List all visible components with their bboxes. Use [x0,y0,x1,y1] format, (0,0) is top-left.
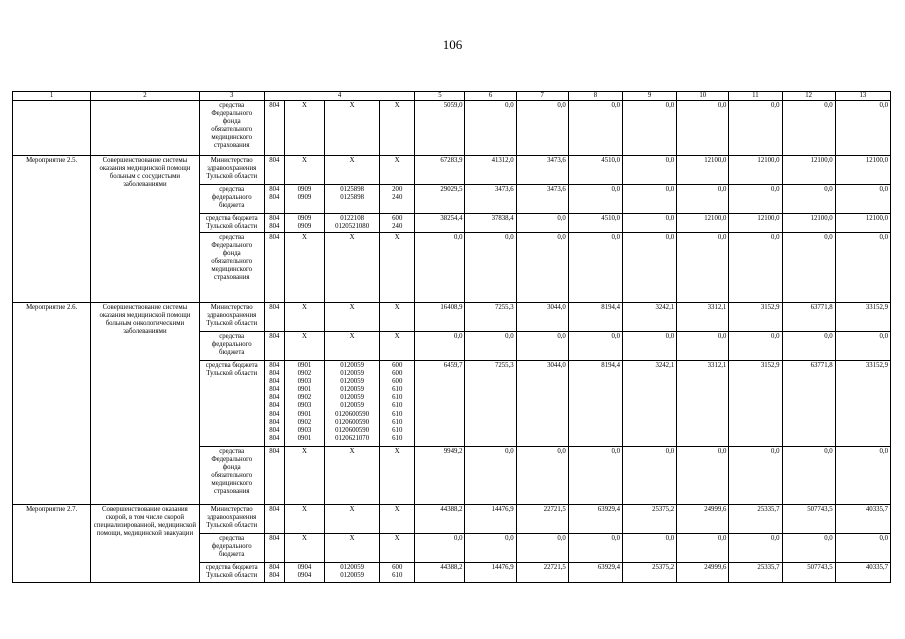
amount-cell: 3473,6 [516,185,568,214]
amount-cell: 63771,8 [782,361,835,447]
section-code-cell: 0909 0909 [284,214,324,233]
amount-cell: 0,0 [623,185,677,214]
grbs-code-cell: 804 [264,534,284,563]
amount-cell: 33152,9 [835,361,890,447]
amount-cell: 0,0 [568,101,622,156]
funding-source-cell: средства федерального бюджета [199,534,264,563]
header-cell: 10 [677,92,729,101]
amount-cell: 12100,0 [835,156,890,185]
event-number-cell: Мероприятие 2.6. [13,303,91,505]
amount-cell: 3473,6 [516,156,568,185]
amount-cell: 0,0 [623,214,677,233]
amount-cell: 6459,7 [415,361,465,447]
table-row [13,101,891,156]
amount-cell: 0,0 [677,101,729,156]
amount-cell: 22721,5 [516,563,568,583]
amount-cell: 0,0 [782,101,835,156]
section-code-cell: 0904 0904 [284,563,324,583]
grbs-code-cell: 804 804 804 804 804 804 804 804 804 804 [264,361,284,447]
expense-type-cell: Х [380,534,415,563]
expense-type-cell: 200 240 [380,185,415,214]
amount-cell: 0,0 [415,534,465,563]
funding-source-cell: Министерство здравоохранения Тульской области [199,505,264,534]
expense-type-cell: 600 600 600 610 610 610 610 610 610 610 [380,361,415,447]
amount-cell: 3242,1 [623,303,677,332]
funding-source-cell: Министерство здравоохранения Тульской области [199,303,264,332]
expense-type-cell: Х [380,447,415,505]
amount-cell: 0,0 [415,332,465,361]
target-article-cell: Х [325,303,380,332]
event-title-cell [91,101,199,156]
amount-cell: 0,0 [516,534,568,563]
amount-cell: 14476,9 [465,505,516,534]
event-number-cell: Мероприятие 2.7. [13,505,91,583]
event-title-cell: Совершенствование системы оказания медицинской помощи больным с сосудистыми заболеваниями [91,156,199,303]
amount-cell: 63771,8 [782,303,835,332]
amount-cell: 63929,4 [568,563,622,583]
amount-cell: 3152,9 [729,361,782,447]
section-code-cell: Х [284,332,324,361]
amount-cell: 0,0 [677,233,729,303]
amount-cell: 3152,9 [729,303,782,332]
funding-source-cell: средства бюджета Тульской области [199,563,264,583]
target-article-cell: Х [325,534,380,563]
funding-source-cell: средства федерального бюджета [199,332,264,361]
target-article-cell: 0120059 0120059 [325,563,380,583]
amount-cell: 507743,5 [782,563,835,583]
header-cell: 4 [264,92,415,101]
expense-type-cell: Х [380,332,415,361]
amount-cell: 24999,6 [677,505,729,534]
amount-cell: 0,0 [729,101,782,156]
amount-cell: 0,0 [729,185,782,214]
section-code-cell: Х [284,233,324,303]
event-title-cell: Совершенствование системы оказания медицинской помощи больным онкологическими заболеваниями [91,303,199,505]
amount-cell: 0,0 [729,447,782,505]
grbs-code-cell: 804 [264,233,284,303]
amount-cell: 0,0 [623,332,677,361]
amount-cell: 3312,1 [677,303,729,332]
amount-cell: 12100,0 [729,214,782,233]
grbs-code-cell: 804 804 [264,214,284,233]
amount-cell: 0,0 [835,233,890,303]
amount-cell: 0,0 [465,447,516,505]
amount-cell: 3473,6 [465,185,516,214]
header-cell: 1 [13,92,91,101]
amount-cell: 25375,2 [623,563,677,583]
amount-cell: 3312,1 [677,361,729,447]
amount-cell: 0,0 [835,185,890,214]
amount-cell: 8194,4 [568,361,622,447]
target-article-cell: Х [325,447,380,505]
amount-cell: 0,0 [568,332,622,361]
amount-cell: 0,0 [623,156,677,185]
table-row [13,303,891,332]
amount-cell: 0,0 [516,101,568,156]
grbs-code-cell: 804 804 [264,185,284,214]
amount-cell: 0,0 [677,185,729,214]
table-row [13,156,891,185]
amount-cell: 0,0 [568,447,622,505]
header-cell: 2 [91,92,199,101]
amount-cell: 0,0 [677,447,729,505]
amount-cell: 44388,2 [415,505,465,534]
target-article-cell: Х [325,505,380,534]
funding-source-cell: средства Федерального фонда обязательного медицинского страхования [199,101,264,156]
expense-type-cell: 600 240 [380,214,415,233]
amount-cell: 0,0 [516,214,568,233]
section-code-cell: Х [284,156,324,185]
amount-cell: 0,0 [568,185,622,214]
amount-cell: 0,0 [835,332,890,361]
expense-type-cell: Х [380,505,415,534]
table-row [13,505,891,534]
section-code-cell: 0909 0909 [284,185,324,214]
amount-cell: 0,0 [516,447,568,505]
funding-source-cell: средства бюджета Тульской области [199,361,264,447]
section-code-cell: Х [284,303,324,332]
header-cell: 12 [782,92,835,101]
funding-source-cell: Министерство здравоохранения Тульской области [199,156,264,185]
grbs-code-cell: 804 [264,332,284,361]
amount-cell: 0,0 [729,534,782,563]
amount-cell: 0,0 [835,534,890,563]
amount-cell: 0,0 [677,332,729,361]
amount-cell: 507743,5 [782,505,835,534]
amount-cell: 22721,5 [516,505,568,534]
grbs-code-cell: 804 [264,447,284,505]
amount-cell: 63929,4 [568,505,622,534]
amount-cell: 0,0 [729,332,782,361]
amount-cell: 4510,0 [568,156,622,185]
amount-cell: 0,0 [782,233,835,303]
target-article-cell: 0120059 0120059 0120059 0120059 0120059 0120059 0120600590 0120600590 0120600590 0120621070 [325,361,380,447]
amount-cell: 0,0 [415,233,465,303]
expense-type-cell: Х [380,233,415,303]
header-cell: 9 [623,92,677,101]
amount-cell: 0,0 [835,447,890,505]
amount-cell: 12100,0 [677,156,729,185]
amount-cell: 14476,9 [465,563,516,583]
funding-source-cell: средства федерального бюджета [199,185,264,214]
header-cell: 5 [415,92,465,101]
target-article-cell: Х [325,233,380,303]
section-code-cell: 0901 0902 0903 0901 0902 0903 0901 0902 0903 0901 [284,361,324,447]
amount-cell: 29029,5 [415,185,465,214]
amount-cell: 7255,3 [465,361,516,447]
target-article-cell: Х [325,156,380,185]
amount-cell: 0,0 [623,101,677,156]
page-number: 106 [442,37,463,52]
amount-cell: 0,0 [465,534,516,563]
amount-cell: 25335,7 [729,563,782,583]
amount-cell: 9949,2 [415,447,465,505]
funding-source-cell: средства Федерального фонда обязательного медицинского страхования [199,233,264,303]
header-cell: 11 [729,92,782,101]
target-article-cell: Х [325,101,380,156]
amount-cell: 40335,7 [835,563,890,583]
grbs-code-cell: 804 [264,303,284,332]
amount-cell: 24999,6 [677,563,729,583]
amount-cell: 5059,0 [415,101,465,156]
amount-cell: 0,0 [568,534,622,563]
amount-cell: 0,0 [516,332,568,361]
target-article-cell: Х [325,332,380,361]
event-number-cell: Мероприятие 2.5. [13,156,91,303]
grbs-code-cell: 804 [264,156,284,185]
amount-cell: 41312,0 [465,156,516,185]
header-cell: 3 [199,92,264,101]
section-code-cell: Х [284,505,324,534]
amount-cell: 0,0 [623,447,677,505]
amount-cell: 12100,0 [677,214,729,233]
amount-cell: 3044,0 [516,361,568,447]
amount-cell: 0,0 [465,101,516,156]
section-code-cell: Х [284,534,324,563]
target-article-cell: 0122108 0120521080 [325,214,380,233]
amount-cell: 40335,7 [835,505,890,534]
amount-cell: 67283,9 [415,156,465,185]
amount-cell: 3044,0 [516,303,568,332]
amount-cell: 12100,0 [782,214,835,233]
expense-type-cell: Х [380,101,415,156]
amount-cell: 0,0 [782,332,835,361]
grbs-code-cell: 804 [264,101,284,156]
expense-type-cell: Х [380,156,415,185]
amount-cell: 0,0 [729,233,782,303]
amount-cell: 44388,2 [415,563,465,583]
grbs-code-cell: 804 804 [264,563,284,583]
amount-cell: 0,0 [782,447,835,505]
event-title-cell: Совершенствование оказания скорой, в том числе скорой специализированной, медицинской помощи, медицинской эвакуации [91,505,199,583]
amount-cell: 25335,7 [729,505,782,534]
expense-type-cell: 600 610 [380,563,415,583]
amount-cell: 0,0 [835,101,890,156]
amount-cell: 16408,9 [415,303,465,332]
amount-cell: 0,0 [516,233,568,303]
header-cell: 6 [465,92,516,101]
amount-cell: 0,0 [782,534,835,563]
target-article-cell: 0125898 0125898 [325,185,380,214]
amount-cell: 0,0 [623,233,677,303]
amount-cell: 0,0 [568,233,622,303]
header-cell: 7 [516,92,568,101]
event-number-cell [13,101,91,156]
section-code-cell: Х [284,447,324,505]
amount-cell: 0,0 [465,233,516,303]
amount-cell: 3242,1 [623,361,677,447]
budget-table [12,91,891,583]
amount-cell: 12100,0 [729,156,782,185]
header-row [13,92,891,101]
header-cell: 13 [835,92,890,101]
amount-cell: 4510,0 [568,214,622,233]
amount-cell: 33152,9 [835,303,890,332]
amount-cell: 0,0 [677,534,729,563]
expense-type-cell: Х [380,303,415,332]
amount-cell: 0,0 [465,332,516,361]
grbs-code-cell: 804 [264,505,284,534]
amount-cell: 7255,3 [465,303,516,332]
amount-cell: 37838,4 [465,214,516,233]
funding-source-cell: средства Федерального фонда обязательного медицинского страхования [199,447,264,505]
amount-cell: 12100,0 [835,214,890,233]
amount-cell: 0,0 [782,185,835,214]
amount-cell: 12100,0 [782,156,835,185]
amount-cell: 25375,2 [623,505,677,534]
amount-cell: 0,0 [623,534,677,563]
header-cell: 8 [568,92,622,101]
funding-source-cell: средства бюджета Тульской области [199,214,264,233]
amount-cell: 8194,4 [568,303,622,332]
section-code-cell: Х [284,101,324,156]
amount-cell: 38254,4 [415,214,465,233]
